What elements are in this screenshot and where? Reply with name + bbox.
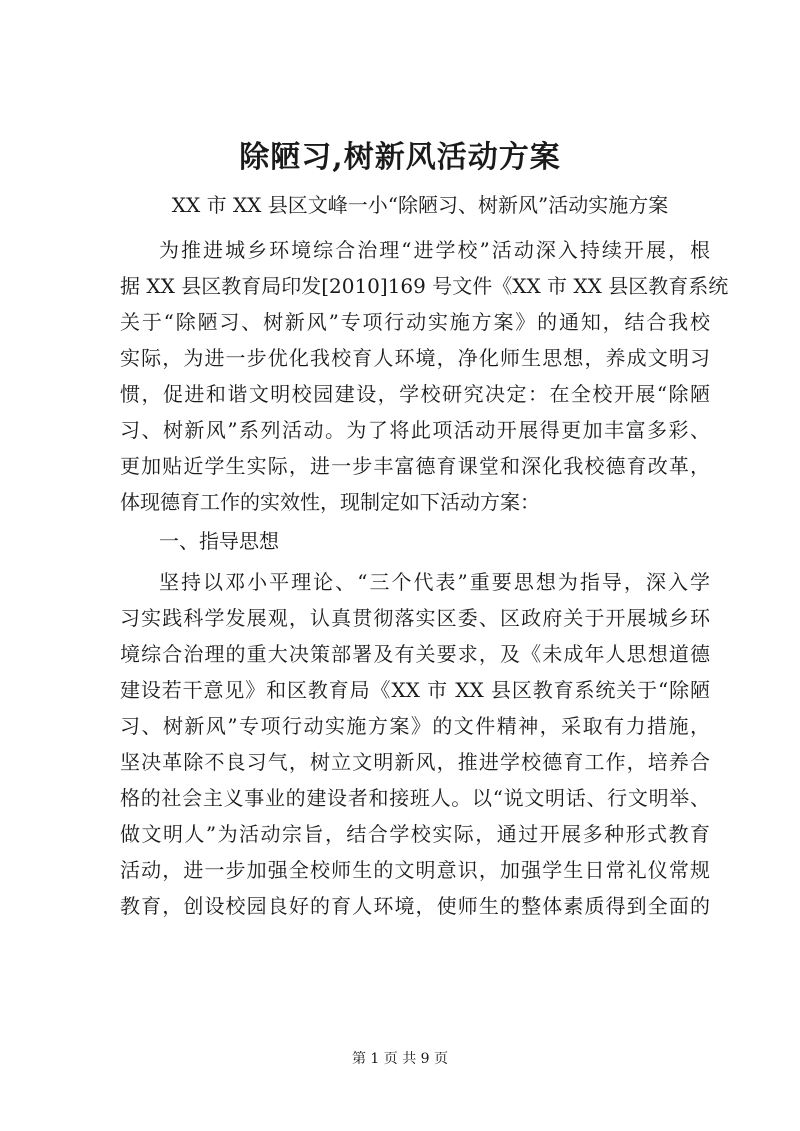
paragraph-2-line: 活动，进一步加强全校师生的文明意识，加强学生日常礼仪常规 (120, 858, 710, 882)
paragraph-1-line: 更加贴近学生实际，进一步丰富德育课堂和深化我校德育改革， (120, 454, 710, 478)
paragraph-2-line: 格的社会主义事业的建设者和接班人。以“说文明话、行文明举、 (120, 786, 710, 810)
section-heading: 一、指导思想 (159, 529, 279, 553)
paragraph-2-line: 坚决革除不良习气，树立文明新风，推进学校德育工作，培养合 (120, 750, 710, 774)
paragraph-2-line: 做文明人”为活动宗旨，结合学校实际，通过开展多种形式教育 (120, 822, 710, 846)
paragraph-1-line: 体现德育工作的实效性，现制定如下活动方案： (120, 490, 540, 514)
paragraph-2-line: 习、树新风”专项行动实施方案》的文件精神，采取有力措施， (120, 714, 710, 738)
paragraph-1-line: 据 XX 县区教育局印发[2010]169 号文件《XX 市 XX 县区教育系统 (120, 274, 729, 298)
document-subtitle: XX 市 XX 县区文峰一小“除陋习、树新风”活动实施方案 (171, 193, 669, 217)
paragraph-2-line: 建设若干意见》和区教育局《XX 市 XX 县区教育系统关于“除陋 (120, 678, 710, 702)
document-title: 除陋习,树新风活动方案 (239, 140, 561, 175)
paragraph-1-line: 实际，为进一步优化我校育人环境，净化师生思想，养成文明习 (120, 346, 710, 370)
paragraph-1-line: 关于“除陋习、树新风”专项行动实施方案》的通知，结合我校 (120, 310, 710, 334)
paragraph-2-line: 坚持以邓小平理论、“三个代表”重要思想为指导，深入学 (159, 570, 710, 594)
paragraph-2-line: 习实践科学发展观，认真贯彻落实区委、区政府关于开展城乡环 (120, 606, 710, 630)
paragraph-1-line: 惯，促进和谐文明校园建设，学校研究决定：在全校开展“除陋 (120, 382, 710, 406)
paragraph-1-line: 为推进城乡环境综合治理“进学校”活动深入持续开展，根 (159, 238, 710, 262)
paragraph-1-line: 习、树新风”系列活动。为了将此项活动开展得更加丰富多彩、 (120, 418, 710, 442)
paragraph-2-line: 教育，创设校园良好的育人环境，使师生的整体素质得到全面的 (120, 894, 710, 918)
page-number-footer: 第 1 页 共 9 页 (351, 1051, 449, 1067)
paragraph-2-line: 境综合治理的重大决策部署及有关要求，及《未成年人思想道德 (120, 642, 710, 666)
